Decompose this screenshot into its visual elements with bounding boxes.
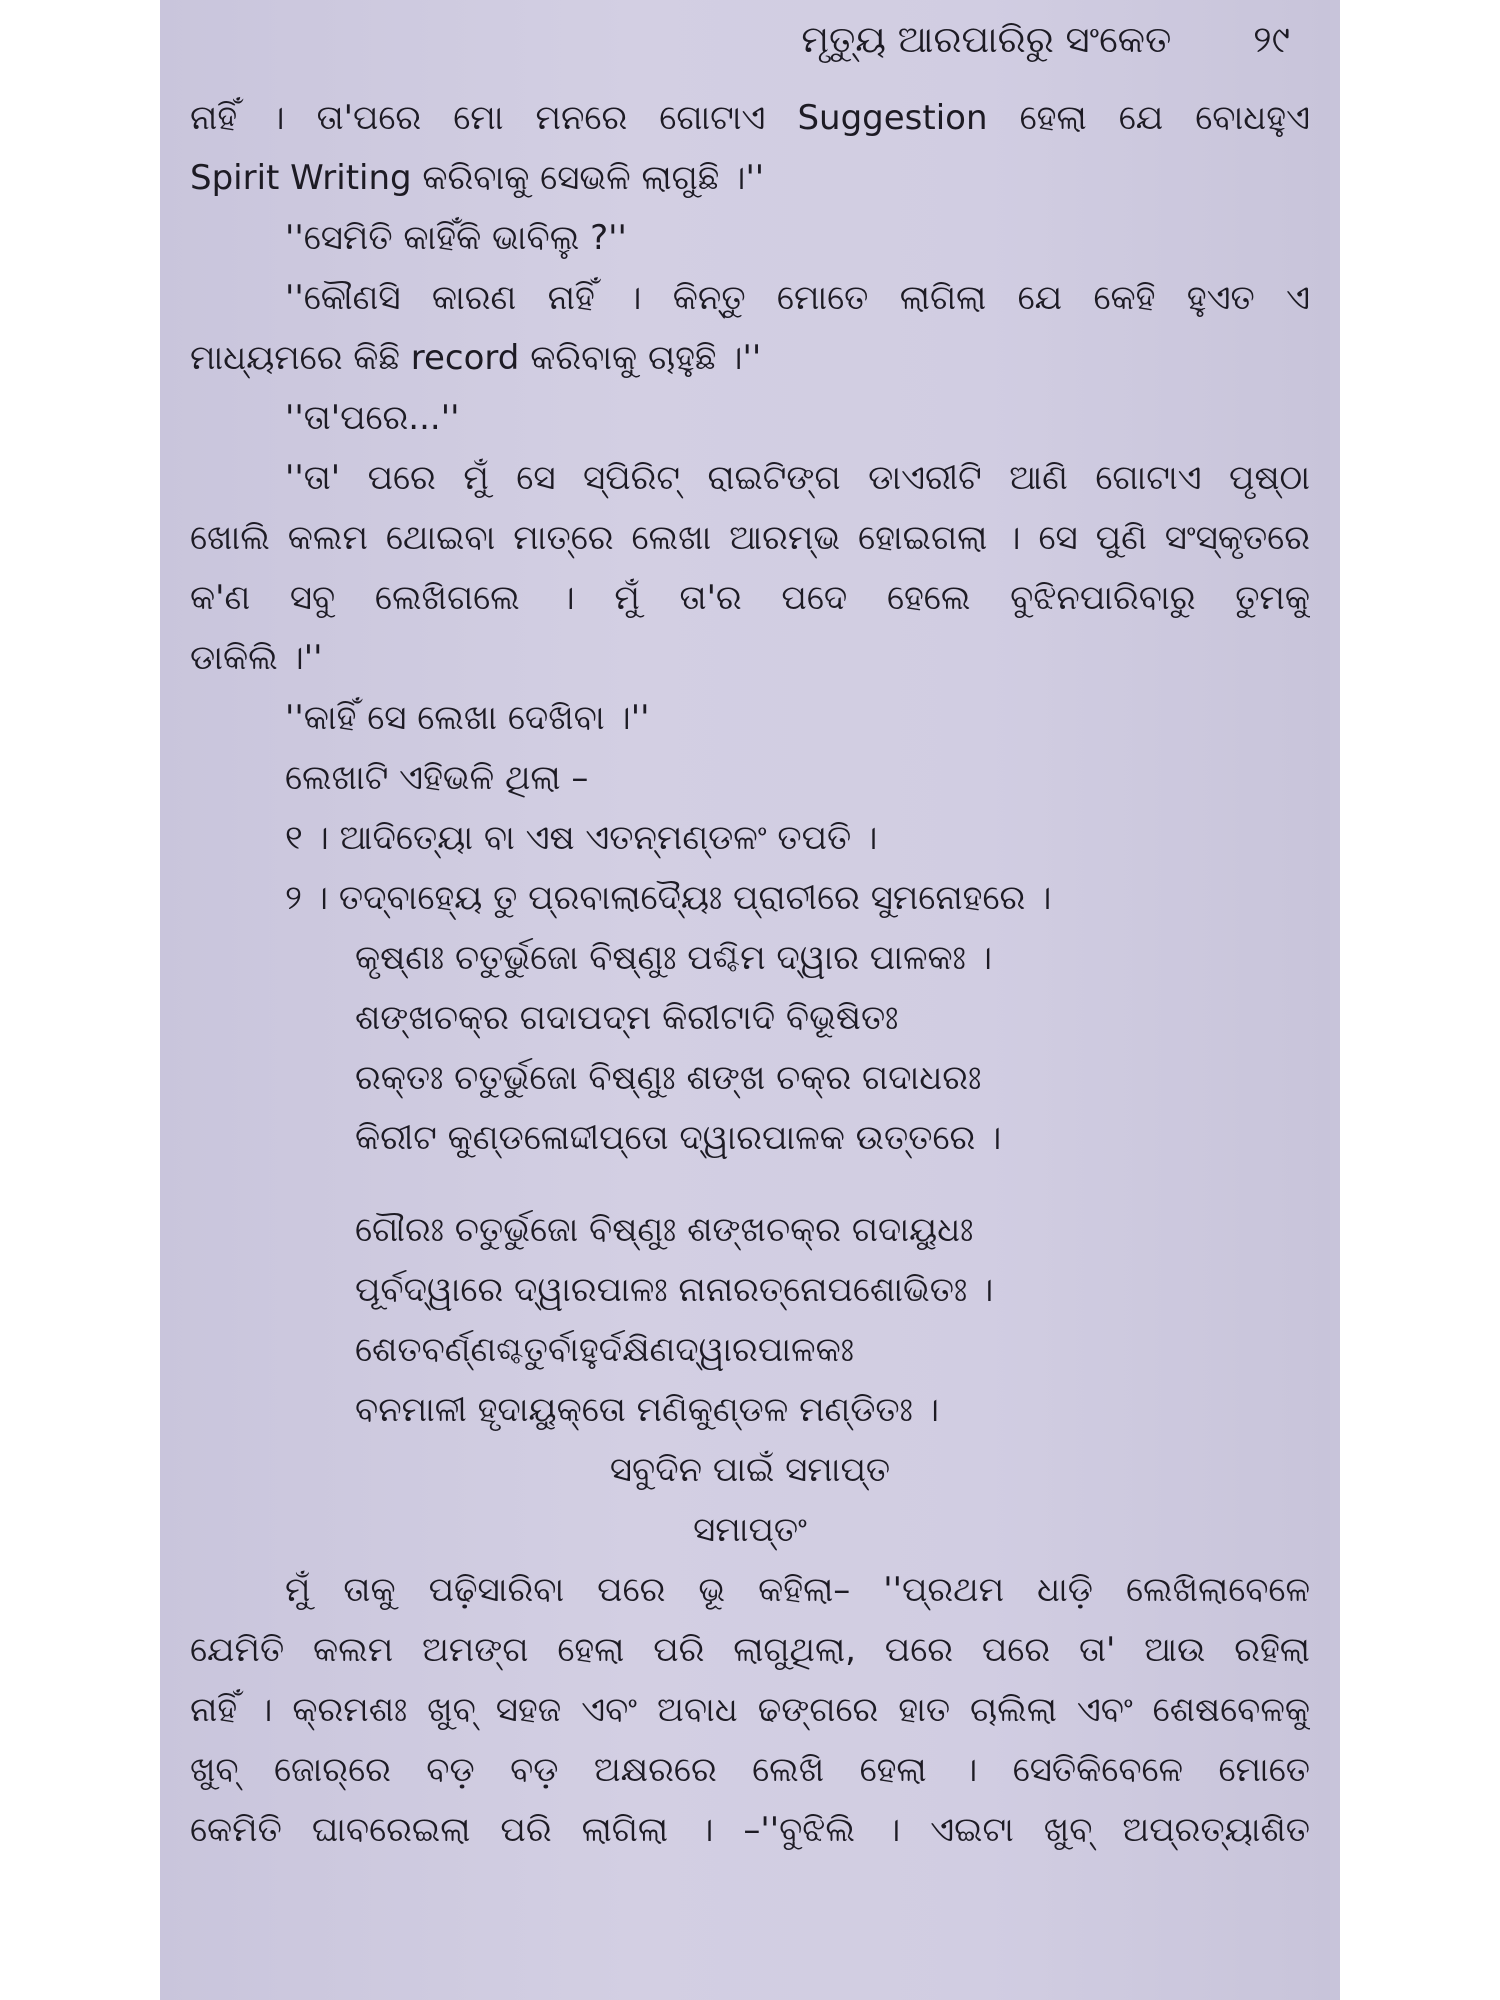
text-line: ଖୁବ୍ ଜୋର୍‌ରେ ବଡ଼ ବଡ଼ ଅକ୍ଷରରେ ଲେଖି ହେଲା । ସେତିକିବେଳେ ମୋତେ [190, 1750, 1310, 1790]
text-line: ''ସେମିତି କାହିଁକି ଭାବିଲୁ ?'' [285, 218, 627, 258]
page-content [190, 18, 1310, 1860]
verse-line: ସମାପ୍ତଂ [693, 1510, 807, 1550]
verse-line: ସବୁଦିନ ପାଇଁ ସମାପ୍ତ [609, 1450, 891, 1490]
text-line: କେମିତି ଘାବରେଇଲା ପରି ଲାଗିଲା । –''ବୁଝିଲି । ଏଇଟା ଖୁବ୍ ଅପ୍ରତ୍ୟାଶିତ [190, 1810, 1310, 1850]
text-line: ଖୋଲି କଲମ ଥୋଇବା ମାତ୍ରେ ଲେଖା ଆରମ୍ଭ ହୋଇଗଲା । ସେ ପୁଣି ସଂସ୍କୃତରେ [190, 518, 1310, 558]
running-header [190, 18, 1310, 88]
text-line: ଯେମିତି କଲମ ଅମଙ୍ଗ ହେଲା ପରି ଲାଗୁଥିଲା, ପରେ ପରେ ତା' ଆଉ ରହିଲା [190, 1630, 1310, 1670]
verse-line: ପୂର୍ବଦ୍ୱାରେ ଦ୍ୱାରପାଳଃ ନାନାରତ୍ନୋପଶୋଭିତଃ । [355, 1270, 994, 1310]
verse-line: ୨ । ତଦ୍‌ବାହ୍ୟେ ତୁ ପ୍ରବାଲାଦ୍ୟୈଃ ପ୍ରାଚୀରେ ସୁମନୋହରେ । [285, 878, 1052, 918]
text-line: ''କୌଣସି କାରଣ ନାହିଁ । କିନ୍ତୁ ମୋତେ ଲାଗିଲା ଯେ କେହି ହୁଏତ ଏ [285, 278, 1310, 318]
text-line: ''ତା' ପରେ ମୁଁ ସେ ସ୍ପିରିଟ୍ ରାଇଟିଙ୍ଗ ଡାଏରୀଟି ଆଣି ଗୋଟାଏ ପୃଷ୍ଠା [285, 458, 1310, 498]
text-line: Spirit Writing କରିବାକୁ ସେଭଳି ଲାଗୁଛି ।'' [190, 158, 765, 198]
stanza-gap [190, 1168, 1310, 1200]
text-line: ମୁଁ ତାକୁ ପଢ଼ିସାରିବା ପରେ ଭୂ କହିଲା– ''ପ୍ରଥମ ଧାଡ଼ି ଲେଖିଲାବେଳେ [285, 1570, 1310, 1610]
text-line: କ'ଣ ସବୁ ଲେଖିଗଲେ । ମୁଁ ତା'ର ପଦେ ହେଲେ ବୁଝିନପାରିବାରୁ ତୁମକୁ [190, 578, 1310, 618]
text-line: ''ତା'ପରେ...'' [285, 398, 460, 438]
verse-line: କିରୀଟ କୁଣ୍ଡଳୋଦ୍ଦୀପ୍ତୋ ଦ୍ୱାରପାଳକ ଉତ୍ତରେ । [355, 1118, 1002, 1158]
verse-line: ଗୌରଃ ଚତୁର୍ଭୁଜୋ ବିଷ୍ଣୁଃ ଶଙ୍ଖଚକ୍ର ଗଦାୟୁଧଃ [355, 1210, 974, 1250]
text-line: ନାହିଁ । କ୍ରମଶଃ ଖୁବ୍ ସହଜ ଏବଂ ଅବାଧ ଢଙ୍ଗରେ ହାତ ଚାଲିଲା ଏବଂ ଶେଷବେଳକୁ [190, 1690, 1310, 1730]
verse-line: ୧ । ଆଦିତ୍ୟୋ ବା ଏଷ ଏତନ୍ମଣ୍ଡଳଂ ତପତି । [285, 818, 878, 858]
verse-line: ଶେତବର୍ଣ୍ଣଶ୍ଚତୁର୍ବାହୁର୍ଦକ୍ଷିଣଦ୍ୱାରପାଳକଃ [355, 1330, 854, 1370]
text-line: ମାଧ୍ୟମରେ କିଛି record କରିବାକୁ ଚାହୁଛି ।'' [190, 338, 762, 378]
book-page [160, 0, 1340, 2000]
verse-line: ବନମାଳୀ ହୃଦାୟୁକ୍ତୋ ମଣିକୁଣ୍ଡଳ ମଣ୍ଡିତଃ । [355, 1390, 939, 1430]
page-number: ୨୯ [1253, 18, 1290, 61]
text-line: ''କାହିଁ ସେ ଲେଖା ଦେଖିବା ।'' [285, 698, 650, 738]
verse-line: ଶଙ୍ଖଚକ୍ର ଗଦାପଦ୍ମ କିରୀଟାଦି ବିଭୂଷିତଃ [355, 998, 899, 1038]
text-line: ନାହିଁ । ତା'ପରେ ମୋ ମନରେ ଗୋଟାଏ Suggestion ହେଲା ଯେ ବୋଧହୁଏ [190, 98, 1310, 138]
verse-line: ରକ୍ତଃ ଚତୁର୍ଭୁଜୋ ବିଷ୍ଣୁଃ ଶଙ୍ଖ ଚକ୍ର ଗଦାଧରଃ [355, 1058, 982, 1098]
text-line: ଡାକିଲି ।'' [190, 638, 323, 678]
text-line: ଲେଖାଟି ଏହିଭଳି ଥିଲା – [285, 758, 589, 798]
verse-line: କୃଷ୍ଣଃ ଚତୁର୍ଭୁଜୋ ବିଷ୍ଣୁଃ ପଶ୍ଚିମ ଦ୍ୱାର ପାଳକଃ । [355, 938, 992, 978]
running-title: ମୃତ୍ୟୁ ଆରପାରିରୁ ସଂକେତ [801, 18, 1172, 61]
